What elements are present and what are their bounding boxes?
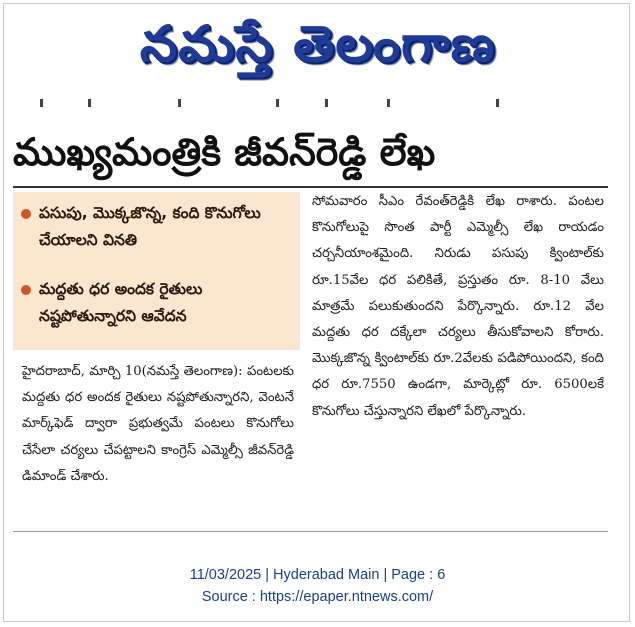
crop-marks: [40, 99, 600, 109]
article-body-right: సోమవారం సీఎం రేవంత్‌రెడ్డికి లేఖ రాశారు. పంటల కొనుగోలుపై సొంత పార్టీ ఎమ్మెల్సీ లేఖ రాయడం చర్చనీయాంశమైంది. నిరుడు పసుపు క్వింటాల్‌కు రూ.15వేల ధర పలికితే, ప్రస్తుతం రూ. 8-10 వేలు మాత్రమే పలుకుతుందని పేర్కొన్నారు. రూ.12 వేల మద్దతు ధర దక్కేలా చర్యలు తీసుకోవాలని కోరారు. మొక్కజొన్న క్వింటాల్‌కు రూ.2వేలకు పడిపోయిందని, కంది ధర రూ.7550 ఉండగా, మార్కెట్లో రూ. 6500లకే కొనుగోలు చేస్తున్నారని లేఖలో పేర్కొన్నారు.: [312, 194, 604, 419]
highlight-text: పసుపు, మొక్కజొన్న, కంది కొనుగోలు చేయాలని వినతి: [39, 204, 261, 249]
masthead-logo: నమస్తే తెలంగాణ: [139, 15, 496, 73]
highlight-text: మద్దతు ధర అందక రైతులు నష్టపోతున్నారని ఆవేదన: [39, 280, 203, 325]
source-caption: Source : https://epaper.ntnews.com/: [201, 589, 434, 605]
footer-rule: [13, 531, 608, 532]
bullet-icon: [21, 209, 31, 219]
masthead: [0, 6, 635, 82]
edition-caption: 11/03/2025 | Hyderabad Main | Page : 6: [189, 567, 446, 583]
bullet-icon: [21, 285, 31, 295]
article-headline: ముఖ్యమంత్రికి జీవన్‌రెడ్డి లేఖ: [13, 130, 436, 174]
highlights-box: [13, 192, 300, 350]
headline-rule: [13, 186, 608, 188]
article-body-left: హైదరాబాద్, మార్చి 10(నమస్తే తెలంగాణ): పంటలకు మద్దతు ధర అందక రైతులు నష్టపోతున్నారని, వెంటనే మార్క్‌ఫెడ్ ద్వారా ప్రభుత్వమే పంటలు కొనుగోలు చేసేలా చర్యలు చేపట్టాలని కాంగ్రెస్ ఎమ్మెల్సీ జీవన్‌రెడ్డి డిమాండ్ చేశారు.: [22, 364, 294, 484]
